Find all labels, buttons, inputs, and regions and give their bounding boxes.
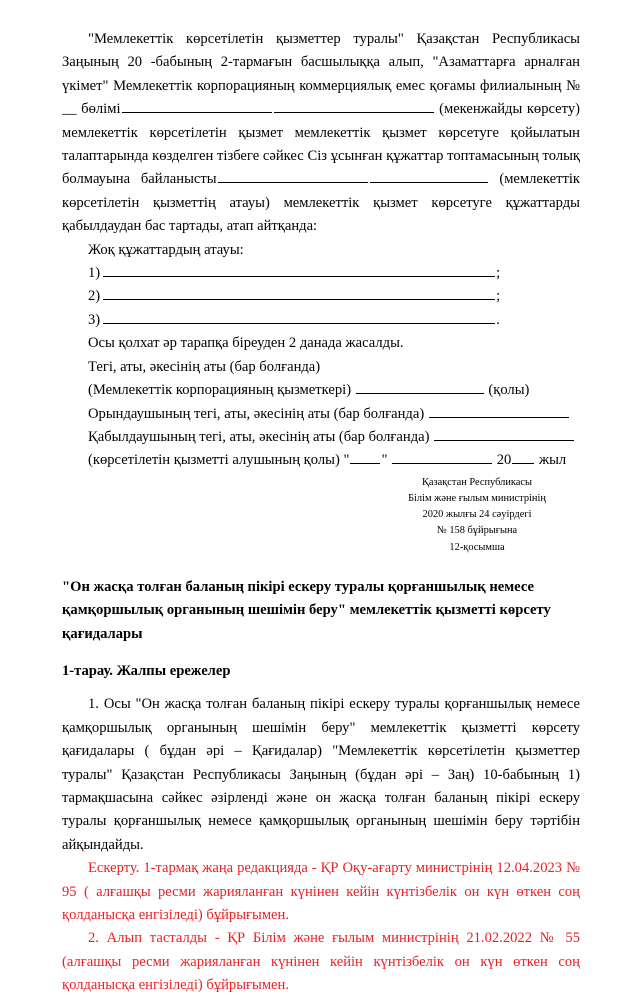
receiver-line [62,426,580,449]
list-item-number: 3) [88,311,101,328]
blank-day [350,450,380,464]
signature-year: 20 [496,452,512,469]
note-1: Ескерту. 1-тармақ жаңа редакцияда - ҚР Оқу-ағарту министрінің 12.04.2023 № 95 ( алғашқы ресми жарияланған күнінен кейін күнтізбелік он күн өткен соң қолданысқа енгізіледі) бұйрығымен. [62,860,580,924]
chapter-heading: 1-тарау. Жалпы ережелер [62,662,231,679]
stamp-line: 2020 жылғы 24 сәуірдегі [422,509,532,521]
list-item-number: 2) [88,288,101,305]
refusal-paragraph-part-c: (мемлекеттік көрсетілетін қызметтің атауы) мемлекеттік қызмет көрсетуге құжаттарды қабылдаудан бас тартады, атап айтқанда: [62,171,580,235]
document-body [62,28,580,998]
clause-2: 2. Алып тасталды - ҚР Білім және ғылым министрінің 21.02.2022 № 55 (алғашқы ресми жарияланған күнінен кейін күнтізбелік он күн өткен соң қолданысқа енгізіледі) бұйрығымен. [62,930,580,994]
date-signature-line [62,449,580,472]
spacer [62,683,580,693]
page-title: "Он жасқа толған баланың пікірі ескеру туралы қорғаншылық немесе қамқоршылық органының шешімін беру" мемлекеттік қызметті көрсету қағидалары [62,578,551,642]
blank-address-line-1 [122,99,272,113]
signature-line-prefix: (көрсетілетін қызметті алушының қолы) [88,452,340,469]
list-item [62,262,580,285]
refusal-paragraph-part-a: "Мемлекеттік көрсетілетін қызметтер туралы" Қазақстан Республикасы Заңының 20 -бабының 2-тармағын басшылыққа алып, "Азаматтарға арналған үкімет" Мемлекеттік корпорацияның коммерциялық емес қоғамы филиалының № __ бөлімі [62,31,580,118]
employee-signature-line [62,379,580,402]
employee-line-prefix: (Мемлекеттік корпорацияның қызметкері) [88,382,352,399]
refusal-paragraph [62,28,580,239]
list-item-terminator: . [496,311,500,328]
copies-line: Осы қолхат әр тарапқа біреуден 2 данада жасалды. [88,335,404,352]
blank-month [392,450,492,464]
list-item-terminator: ; [496,288,501,305]
blank-service-name-2 [370,169,488,183]
executor-line [62,403,580,426]
blank-receiver-name [434,426,574,440]
executor-line-label: Орындаушының тегі, аты, әкесінің аты (бар болғанда) [88,405,425,422]
stamp-line: Білім және ғылым министрінің [408,492,546,504]
list-item-number: 1) [88,265,101,282]
signature-year-word: жыл [538,452,567,469]
stamp-line: Қазақстан Республикасы [422,476,532,488]
name-line: Тегі, аты, әкесінің аты (бар болғанда) [88,358,321,375]
spacer [62,646,580,660]
receiver-line-label: Қабылдаушының тегі, аты, әкесінің аты (бар болғанда) [88,428,430,445]
list-item [62,309,580,332]
list-item-terminator: ; [496,265,501,282]
quote-open: " [343,452,350,469]
clause-1: 1. Осы "Он жасқа толған баланың пікірі ескеру туралы қорғаншылық немесе қамқоршылық органының шешімін беру" мемлекеттік қызметті көрсету қағидалары ( бұдан әрі – Қағидалар) "Мемлекеттік көрсетілетін қызметтер туралы" Қазақстан Республикасы Заңының (бұдан әрі – Заң) 10-бабының 1) тармақшасына сәйкес әзірленді және он жасқа толған баланың пікірі ескеру туралы қорғаншылық немесе қамқоршылық органының шешімін беру тәртібін айқындайды. [62,696,580,853]
spacer [62,556,580,576]
stamp-line: № 158 бұйрығына [436,525,518,537]
order-reference-stamp [362,475,592,556]
quote-close: " [381,452,388,469]
stamp-line: 12-қосымша [449,541,505,553]
blank-doc-name-3 [103,309,495,323]
blank-service-name-1 [218,169,368,183]
blank-executor-name [429,403,569,417]
employee-line-suffix: (қолы) [488,382,530,399]
missing-docs-list [62,262,580,332]
list-item [62,285,580,308]
blank-address-line-2 [274,99,434,113]
blank-doc-name-2 [103,286,495,300]
blank-year [512,450,534,464]
missing-docs-label: Жоқ құжаттардың атауы: [88,241,244,258]
blank-doc-name-1 [103,263,495,277]
refusal-paragraph-part-b: (мекенжайды көрсету) мемлекеттік көрсетілетін қызмет мемлекеттік қызмет көрсетуге қойылатын талаптарында көзделген тізбеге сәйкес Сіз ұсынған құжаттар топтамасының толық болмауына байланысты [62,101,581,188]
blank-employee-signature [356,380,484,394]
